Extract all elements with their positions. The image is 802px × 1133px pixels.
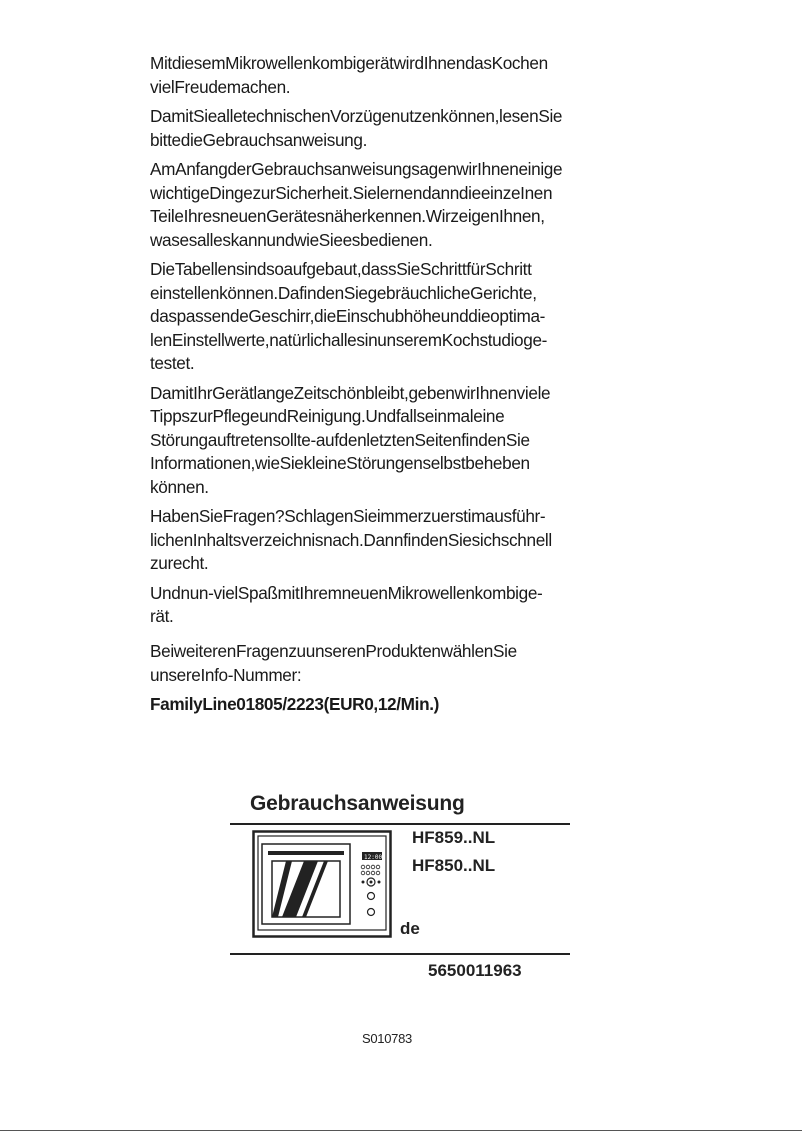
text-line: einstellenkönnen.DafindenSiegebräuchlicheGerichte, bbox=[150, 282, 537, 303]
hotline-number bbox=[150, 693, 620, 717]
intro-paragraph bbox=[150, 382, 620, 500]
intro-paragraph bbox=[150, 158, 620, 252]
manual-title: Gebrauchsanweisung bbox=[250, 792, 465, 815]
text-line: Informationen,wieSiekleineStörungenselbstbeheben bbox=[150, 453, 530, 473]
svg-text:12:00: 12:00 bbox=[364, 854, 383, 861]
text-line: DamitSiealletechnischenVorzügenutzenkönnen,lesenSie bbox=[150, 106, 563, 126]
text-line: unsereInfo-Nummer: bbox=[150, 664, 302, 685]
text-line: zurecht. bbox=[150, 553, 209, 573]
text-line: AmAnfangderGebrauchsanweisungsagenwirIhneneinige bbox=[150, 159, 563, 179]
text-line: bittedieGebrauchsanweisung. bbox=[150, 129, 368, 150]
text-line: TeileIhresneuenGerätesnäherkennen.WirzeigenIhnen, bbox=[150, 206, 545, 226]
divider bbox=[230, 823, 570, 825]
text-line: vielFreudemachen. bbox=[150, 76, 291, 97]
cover-block bbox=[230, 790, 570, 990]
intro-paragraph bbox=[150, 105, 620, 152]
text-line: daspassendeGeschirr,dieEinschubhöheunddieoptima- bbox=[150, 306, 546, 326]
text-line: FamilyLine01805/2223(EUR0,12/Min.) bbox=[150, 694, 440, 714]
page-edge-line bbox=[0, 1130, 802, 1131]
model-number: HF850..NL bbox=[412, 856, 496, 875]
text-line: DamitIhrGerätlangeZeitschönbleibt,gebenwirIhnenviele bbox=[150, 382, 551, 403]
model-number: HF859..NL bbox=[412, 828, 496, 847]
intro-text bbox=[150, 52, 620, 635]
info-paragraph bbox=[150, 640, 620, 687]
divider bbox=[230, 953, 570, 955]
text-line: wasesalleskannundwieSieesbedienen. bbox=[150, 229, 433, 250]
language-code: de bbox=[400, 919, 420, 938]
intro-paragraph bbox=[150, 582, 620, 629]
text-line: wichtigeDingezurSicherheit.SielernendanndieeinzeInen bbox=[150, 182, 553, 203]
intro-paragraph bbox=[150, 258, 620, 376]
text-line: HabenSieFragen?SchlagenSieimmerzuerstimausführ- bbox=[150, 506, 546, 526]
info-block bbox=[150, 640, 620, 723]
oven-icon bbox=[252, 830, 392, 938]
text-line: MitdiesemMikrowellenkombigerätwirdIhnendasKochen bbox=[150, 53, 548, 73]
text-line: DieTabellensindsoaufgebaut,dassSieSchrittfürSchritt bbox=[150, 259, 532, 279]
text-line: BeiweiterenFragenzuunserenProduktenwählenSie bbox=[150, 641, 517, 661]
text-line: lenEinstellwerte,natürlichallesinunseremKochstudioge- bbox=[150, 329, 548, 350]
text-line: Störungauftretensollte-aufdenletztenSeitenfindenSie bbox=[150, 429, 530, 450]
intro-paragraph bbox=[150, 505, 620, 576]
text-line: testet. bbox=[150, 353, 195, 373]
text-line: TippszurPflegeundReinigung.Undfallseinmaleine bbox=[150, 406, 505, 426]
text-line: rät. bbox=[150, 606, 174, 626]
document-number: 5650011963 bbox=[428, 961, 522, 980]
text-line: können. bbox=[150, 476, 209, 497]
text-line: Undnun-vielSpaßmitIhremneuenMikrowellenkombige- bbox=[150, 582, 543, 603]
intro-paragraph bbox=[150, 52, 620, 99]
print-code: S010783 bbox=[362, 1031, 412, 1046]
text-line: lichenInhaltsverzeichnisnach.DannfindenSiesichschnell bbox=[150, 529, 552, 550]
